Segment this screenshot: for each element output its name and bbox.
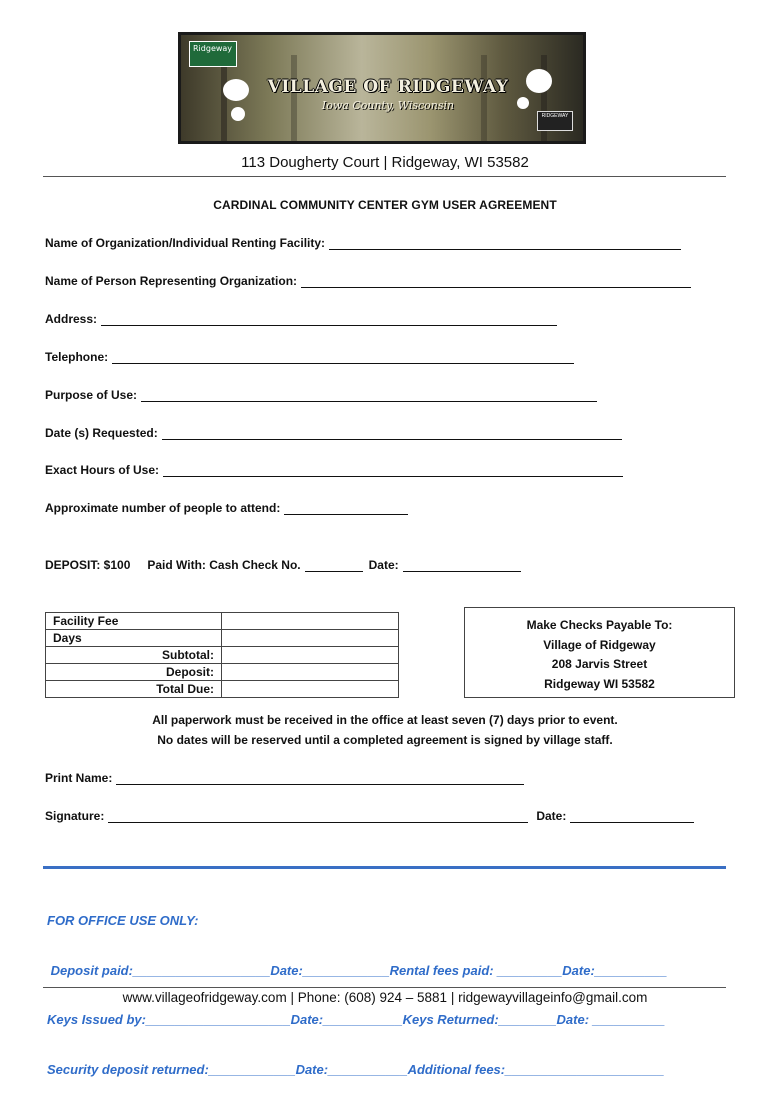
office-deposit-row[interactable]: Deposit paid:___________________Date:____________Rental fees paid: _________Date:__________: [47, 962, 668, 978]
paint-splash-decoration: [526, 69, 552, 93]
telephone-line[interactable]: [112, 351, 574, 364]
paperwork-notice: All paperwork must be received in the office at least seven (7) days prior to event.: [152, 713, 618, 727]
purpose-line[interactable]: [141, 389, 597, 402]
table-row: [46, 613, 399, 630]
attendance-line[interactable]: [284, 502, 408, 515]
footer-contact: www.villageofridgeway.com | Phone: (608) 924 – 5881 | ridgewayvillageinfo@gmail.com: [122, 990, 648, 1005]
purpose-label: Purpose of Use:: [45, 388, 138, 402]
checks-payable-heading: Make Checks Payable To:: [526, 618, 673, 632]
payee-street: 208 Jarvis Street: [551, 657, 648, 671]
hours-label: Exact Hours of Use:: [45, 463, 160, 477]
paint-splash-decoration: [231, 107, 245, 121]
paint-splash-decoration: [223, 79, 249, 101]
check-number-line[interactable]: [305, 559, 363, 572]
fee-table: [45, 612, 399, 698]
facility-fee-label: Facility Fee: [46, 613, 222, 630]
purpose-field[interactable]: [45, 388, 597, 402]
table-row: [46, 647, 399, 664]
deposit-date-line[interactable]: [403, 559, 521, 572]
print-name-line[interactable]: [116, 772, 524, 785]
representative-label: Name of Person Representing Organization:: [45, 274, 298, 288]
deposit-fee-value[interactable]: [222, 664, 399, 681]
village-banner-logo: [178, 32, 586, 144]
office-use-heading: FOR OFFICE USE ONLY:: [47, 913, 199, 928]
header-divider: [43, 176, 726, 177]
address-line[interactable]: [101, 313, 557, 326]
org-name-label: Name of Organization/Individual Renting Facility:: [45, 236, 326, 250]
hours-line[interactable]: [163, 464, 623, 477]
print-name-label: Print Name:: [45, 771, 113, 785]
org-name-field[interactable]: [45, 236, 681, 250]
telephone-field[interactable]: [45, 350, 574, 364]
deposit-row: [45, 558, 521, 572]
deposit-date-label: Date:: [368, 558, 399, 572]
org-name-line[interactable]: [329, 237, 681, 250]
total-due-label: Total Due:: [46, 681, 222, 698]
banner-title: VILLAGE OF RIDGEWAY: [267, 77, 509, 97]
telephone-label: Telephone:: [45, 350, 109, 364]
form-title: CARDINAL COMMUNITY CENTER GYM USER AGREEMENT: [213, 198, 557, 212]
signature-field[interactable]: [45, 809, 694, 823]
days-value[interactable]: [222, 630, 399, 647]
office-divider: [43, 866, 726, 869]
subtotal-value[interactable]: [222, 647, 399, 664]
address-field[interactable]: [45, 312, 557, 326]
dates-field[interactable]: [45, 426, 622, 440]
payee-name: Village of Ridgeway: [543, 637, 656, 652]
payee-city: Ridgeway WI 53582: [544, 676, 655, 691]
facility-fee-value[interactable]: [222, 613, 399, 630]
banner-mini-sign: RIDGEWAY: [537, 111, 573, 131]
days-label: Days: [46, 630, 222, 647]
address-label: Address:: [45, 312, 98, 326]
deposit-fee-label: Deposit:: [46, 664, 222, 681]
signature-date-label: Date:: [536, 809, 567, 823]
table-row: [46, 681, 399, 698]
dates-label: Date (s) Requested:: [45, 426, 158, 440]
banner-subtitle: Iowa County, Wisconsin: [321, 99, 455, 112]
attendance-field[interactable]: [45, 501, 408, 515]
hours-field[interactable]: [45, 463, 623, 477]
print-name-field[interactable]: [45, 771, 524, 785]
representative-field[interactable]: [45, 274, 691, 288]
table-row: [46, 664, 399, 681]
table-row: [46, 630, 399, 647]
checks-payable-box: [464, 607, 735, 698]
reservation-notice: No dates will be reserved until a completed agreement is signed by village staff.: [157, 733, 613, 747]
representative-line[interactable]: [301, 275, 691, 288]
footer-divider: [43, 987, 726, 988]
office-security-row[interactable]: Security deposit returned:____________Date:___________Additional fees:______________________: [47, 1061, 665, 1077]
attendance-label: Approximate number of people to attend:: [45, 501, 281, 515]
village-address: 113 Dougherty Court | Ridgeway, WI 53582: [241, 154, 529, 171]
office-keys-row[interactable]: Keys Issued by:____________________Date:___________Keys Returned:________Date: __________: [47, 1012, 665, 1027]
total-due-value[interactable]: [222, 681, 399, 698]
subtotal-label: Subtotal:: [46, 647, 222, 664]
signature-label: Signature:: [45, 809, 105, 823]
signature-line[interactable]: [108, 810, 528, 823]
signature-date-line[interactable]: [570, 810, 694, 823]
paid-with-label: Paid With: Cash Check No.: [147, 558, 301, 572]
deposit-label: DEPOSIT: $100: [45, 558, 131, 572]
paint-splash-decoration: [517, 97, 529, 109]
village-road-sign: Ridgeway: [189, 41, 237, 67]
tree-trunk-decoration: [221, 55, 227, 144]
dates-line[interactable]: [162, 427, 622, 440]
